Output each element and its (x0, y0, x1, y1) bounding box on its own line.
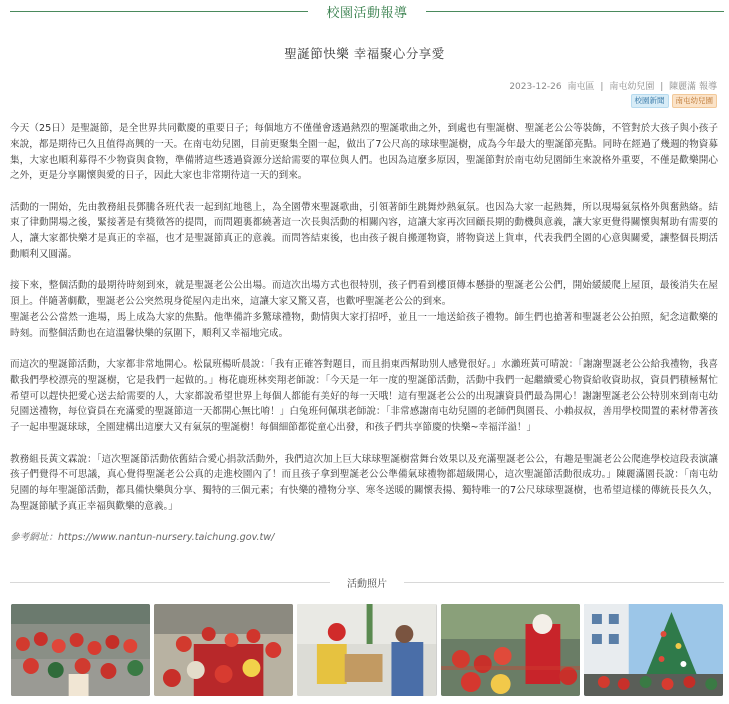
reference-link[interactable]: https://www.nantun-nursery.taichung.gov.tw/ (57, 532, 275, 544)
meta-sep-1: | (600, 82, 604, 92)
meta-sep-2: | (660, 82, 664, 92)
article-body (10, 121, 718, 562)
article-school: 南屯幼兒園 (609, 82, 655, 92)
paragraph-5: 而這次的聖誕節活動，大家都非常地開心。松鼠班楊昕晨說：「我有正確答對題目，而且捐東西幫助別人感覺很好。」水瀨班黃可晴說：「謝謝聖誕老公公給我禮物，我喜歡我們學校漂亮的聖誕樹，它是我們一起做的。」梅花鹿班林奕翔老師說：「今天是一年一度的聖誕節活動，活動中我們一起繼續愛心物資給收資助叔，資員們積極幫忙希望可以趕快把愛心送去給需要的人，大家都說希望世界上每個人都能有美好的每一天哦！這有聖誕老公公的出現讓資員們最為開心！謝謝聖誕老公公特別來到南屯幼兒園送禮物，每位資員在充滿愛的聖誕節這一天都開心無比唷！」白兔班何佩琪老師說：「非常感謝南屯幼兒園的老師們與園長、小賴叔叔，善用學校閒置的素材帶著孩子一起串聖誕球球，全園建構出這麼大又有氣氛的聖誕樹！每個細節都從童心出發，和孩子們共享節慶的快樂~幸福洋溢！」 (10, 359, 718, 434)
photo-thumbnail-1[interactable] (11, 604, 150, 696)
paragraph-3: 接下來，整個活動的最期待時刻到來，就是聖誕老公公出場。而這次出場方式也很特別，孩子們看到樓頂傳本懸掛的聖誕老公公們，開始緩緩爬上屋頂，最後消失在屋頂上。伴隨著劇歡，聖誕老公公突然現身從屋內走出來，這讓大家又驚又喜，也歡呼聖誕老公公的到來。 (10, 280, 718, 308)
reference-label: 參考網址： (10, 532, 58, 544)
photo-thumbnail-2[interactable] (154, 604, 293, 696)
section-header (10, 0, 724, 24)
article-title: 聖誕節快樂 幸福聚心分享愛 (284, 46, 445, 61)
paragraph-4: 聖誕老公公當然一進場，馬上成為大家的焦點。他準備許多驚球禮物，動情與大家打招呼，並且一一地送給孩子禮物。師生們也搶著和聖誕老公公拍照，紀念這歡樂的時刻。而整個活動也在這溫馨快樂的氛圍下，順利又幸福地完成。 (10, 311, 718, 339)
section-title: 校園活動報導 (326, 6, 408, 21)
tag-campus-news[interactable]: 校園新聞 (631, 94, 669, 108)
tag-list (631, 94, 718, 108)
article-date: 2023-12-26 (509, 82, 562, 92)
photo-gallery (11, 604, 723, 696)
paragraph-1: 今天（25日）是聖誕節，是全世界共同歡慶的重要日子；每個地方不僅僅會透過熱烈的聖誕歌曲之外，到處也有聖誕樹、聖誕老公公等裝飾，不管對於大孩子與小孩子來說，都是期待已久且值得高興的一天。在南屯幼兒園，目前更聚集全園一起，做出了7公尺高的球球聖誕樹，成為今年最大的聖誕節亮點。同時在經過了幾週的物資募集，大家也順利募得不少物資與食物，準備將這些透過資源分送給需要的單位與人們。也因為這麼多原因，聖誕節對於南屯幼兒園師生來說格外重要，不僅是歡樂開心之外，更是分享關懷與愛的日子，因此大家也非常期待這一天的到來。 (10, 123, 718, 182)
paragraph-2: 活動的一開始，先由教務組長鄧騰各班代表一起到紅地毯上，為全園帶來聖誕歌曲，引領著師生跳舞炒熱氣氛。也因為大家一起熱舞，所以現場氣氛格外與奮熱絡。結束了律動開場之後，緊接著是有獎徵答的提問，而問題裏都繞著這一次長與活動的相關內容，這讓大家再次回顧長期的動機與意義，讓大家更覺得關懷與幫助有需要的人，讓大家都快樂才是真正的幸福，也才是聖誕節真正的意義。而問答結束後，也由孩子親自搬運物資，將物資送上貨車，代表我們全園的心意與關愛，讓整個長期活動順利又圓滿。 (10, 201, 718, 261)
photo-thumbnail-3[interactable] (297, 604, 436, 696)
tag-school[interactable]: 南屯幼兒園 (672, 94, 718, 108)
paragraph-6: 教務組長黃文霖說：「這次聖誕節活動依舊結合愛心捐款活動外，我們這次加上巨大球球聖誕樹當舞台效果以及充滿聖誕老公公，有趣是聖誕老公公爬進學校這段表演讓孩子們覺得不可思議，真心覺得聖誕老公公真的走進校園內了！而且孩子拿到聖誕老公公準備氣球禮物都超級開心，這次聖誕節活動很成功。」陳麗滿園長說：「南屯幼兒園的每年聖誕節活動，都具備快樂與分享、獨特的三個元素；有快樂的禮物分享、寒冬送暖的關懷表揚、獨特唯一的7公尺球球聖誕樹，也希望這樣的傳統長長久久，為聖誕節賦予真正幸福與歡樂的意義。」 (10, 453, 718, 512)
article-meta (506, 79, 717, 92)
divider-right (426, 11, 724, 12)
reference (10, 530, 718, 546)
photo-divider-right (404, 582, 724, 583)
article-author: 陳麗滿 報導 (669, 82, 717, 92)
photo-thumbnail-4[interactable] (441, 604, 580, 696)
photo-thumbnail-5[interactable] (584, 604, 723, 696)
article-location: 南屯區 (567, 82, 595, 92)
photo-section-header (10, 572, 724, 592)
photo-section-title: 活動照片 (347, 579, 387, 590)
